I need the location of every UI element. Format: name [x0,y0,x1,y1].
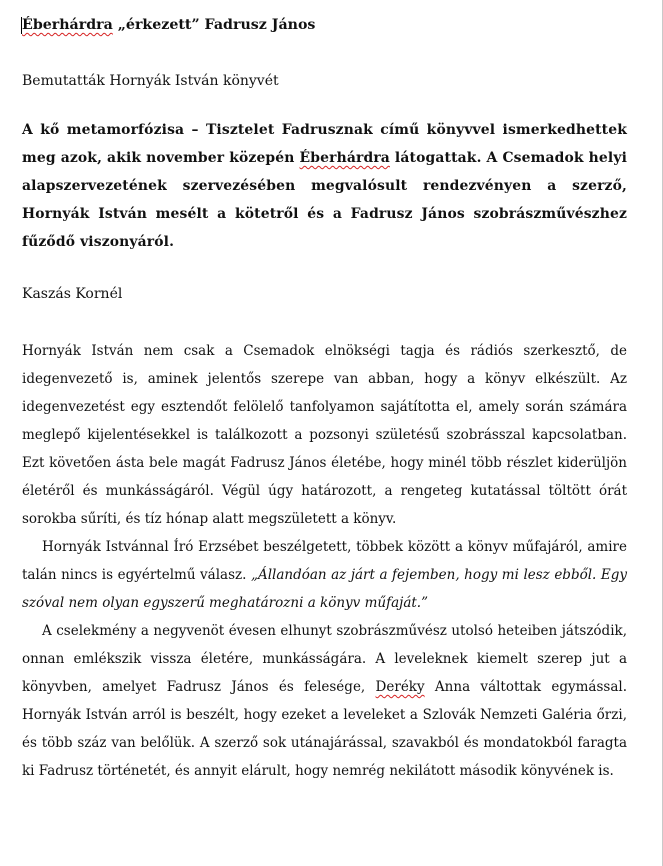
lead-text-part2: látogattak. A Csemadok helyi alapszervezetének szervezésében megvalósult rendezvényen a szerző, Hornyák István mesélt a kötetről és a Fadrusz János szobrászművészhez fűződő viszonyáról. [22,150,627,250]
text-cursor [21,17,22,34]
article-lead [22,116,627,256]
paragraph-3-misspelled-word: Deréky [375,679,425,695]
article-title [22,14,627,36]
paragraph-3-text-part1: A cselekmény a negyvenöt évesen elhunyt szobrászművész utolsó heteiben játszódik, onnan emlékszik vissza életére, munkásságára. A leveleknek kiemelt szerep jut a könyvben, amelyet Fadrusz János és felesége, [22,623,627,695]
article-author: Kaszás Kornél [22,286,123,302]
paragraph-2-quote: „Állandóan az járt a fejemben, hogy mi lesz ebből. Egy szóval nem olyan egyszerű meghatározni a könyv műfaját.” [22,567,627,611]
article-body [22,337,627,785]
paragraph-2-text: Hornyák Istvánnal Író Erzsébet beszélgetett, többek között a könyv műfajáról, amire talán nincs is egyértelmű válasz. [22,539,627,583]
lead-misspelled-word: Éberhárdra [299,150,390,166]
body-paragraph-3 [22,617,627,785]
lead-text-part1: A kő metamorfózisa – Tisztelet Fadrusznak című könyvvel ismerkedhettek meg azok, akik november közepén [22,122,627,166]
title-misspelled-word: Éberhárdra [22,17,113,33]
article-subtitle: Bemutatták Hornyák István könyvét [22,73,279,89]
title-text: „érkezett” Fadrusz János [112,17,316,33]
body-paragraph-2 [22,533,627,617]
body-paragraph-1: Hornyák István nem csak a Csemadok elnökségi tagja és rádiós szerkesztő, de idegenvezető is, aminek jelentős szerepe van abban, hogy a könyv elkészült. Az idegenvezetést egy esztendőt felölelő tanfolyamon sajátította el, amely során számára meglepő kijelentésekkel is találkozott a pozsonyi születésű szobrásszal kapcsolatban. Ezt követően ásta bele magát Fadrusz János életébe, hogy minél több részlet kiderüljön életéről és munkásságáról. Végül úgy határozott, a rengeteg kutatással töltött órát sorokba sűríti, és tíz hónap alatt megszületett a könyv. [22,343,627,527]
paragraph-3-text-part2: Anna váltottak egymással. Hornyák István arról is beszélt, hogy ezeket a leveleket a Szlovák Nemzeti Galéria őrzi, és több száz van belőlük. A szerző sok utánajárással, szavakból és mondatokból faragta ki Fadrusz történetét, és annyit elárult, hogy nemrég nekilátott második könyvének is. [22,679,627,779]
